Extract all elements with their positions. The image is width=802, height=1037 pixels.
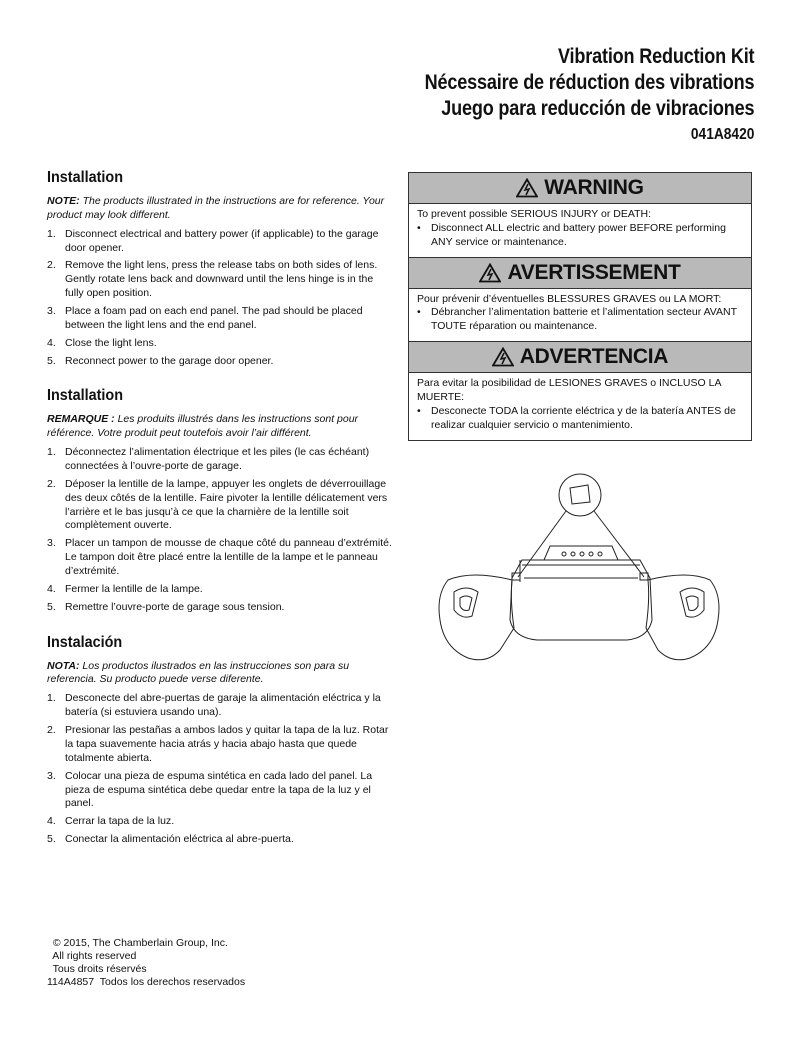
rights-fr xyxy=(47,963,245,976)
step-text: Déposer la lentille de la lampe, appuyer les onglets de déverrouillage des deux côtés de la lentille. Faire pivoter la lentille délicatement vers l’arrière et le bas jusqu’à ce que la charnière de la lentille soit complètement ouverte. xyxy=(65,477,388,532)
list-item: 3. Placer un tampon de mousse de chaque côté du panneau d’extrémité. Le tampon doit être placé entre la lentille de la lampe et le panneau d’extrémité. xyxy=(47,537,392,578)
title-spanish: Juego para reducción de vibraciones xyxy=(440,97,754,120)
warning-body-spanish xyxy=(409,373,751,439)
copyright-text: © 2015, The Chamberlain Group, Inc. xyxy=(52,937,228,949)
step-text: Disconnect electrical and battery power (if applicable) to the garage door opener. xyxy=(65,227,379,254)
title-block xyxy=(424,44,754,146)
section-french xyxy=(47,386,392,614)
rights-es-text: Todos los derechos reservados xyxy=(99,976,246,988)
warning-triangle-icon xyxy=(516,178,538,198)
list-item: 4. Close the light lens. xyxy=(47,337,392,351)
warning-intro: To prevent possible SERIOUS INJURY or DEATH: xyxy=(417,208,651,220)
steps-list xyxy=(47,446,392,614)
section-heading: Instalación xyxy=(47,633,123,651)
list-item: 4. Cerrar la tapa de la luz. xyxy=(47,815,392,829)
note-text: Los productos ilustrados en las instrucciones son para su referencia. Su producto puede verse diferente. xyxy=(47,659,350,686)
list-item: 3. Place a foam pad on each end panel. The pad should be placed between the light lens and the end panel. xyxy=(47,305,392,333)
warning-title: ADVERTENCIA xyxy=(519,345,669,369)
note xyxy=(47,413,392,441)
steps-list xyxy=(47,228,392,369)
step-text: Reconnect power to the garage door opener. xyxy=(65,354,274,367)
note-text: The products illustrated in the instructions are for reference. Your product may look different. xyxy=(47,195,385,221)
callout-circle xyxy=(559,474,601,516)
list-item: 2. Déposer la lentille de la lampe, appuyer les onglets de déverrouillage des deux côtés de la lentille. Faire pivoter la lentille délicatement vers l’arrière et le bas jusqu’à ce que la charnière de la lentille soit complètement ouverte. xyxy=(47,478,392,533)
list-item: 5. Remettre l’ouvre-porte de garage sous tension. xyxy=(47,601,392,615)
warning-bullet-text: Desconecte TODA la corriente eléctrica y de la batería ANTES de realizar cualquier servicio o mantenimiento. xyxy=(431,404,736,431)
step-text: Desconecte del abre-puertas de garaje la alimentación eléctrica y la batería (si estuviera usando una). xyxy=(65,692,381,719)
list-item: 2. Remove the light lens, press the release tabs on both sides of lens. Gently rotate lens back and downward until the lens hinge is in the fully open position. xyxy=(47,259,392,301)
warning-header-french xyxy=(409,258,751,289)
warning-header-english xyxy=(409,173,751,204)
section-heading: Installation xyxy=(47,169,124,186)
light-lens-right xyxy=(646,575,719,660)
doc-number: 114A4857 xyxy=(47,976,95,988)
part-number: 041A8420 xyxy=(690,126,754,143)
warning-triangle-icon xyxy=(479,263,501,283)
list-item: 1. Desconecte del abre-puertas de garaje la alimentación eléctrica y la batería (si estuviera usando una). xyxy=(47,692,392,720)
step-text: Fermer la lentille de la lampe. xyxy=(65,582,203,595)
warning-bullet: • Disconnect ALL electric and battery power BEFORE performing ANY service or maintenance. xyxy=(417,222,743,250)
steps-list xyxy=(47,692,392,847)
note-label: NOTA: xyxy=(47,659,80,672)
list-item: 5. Conectar la alimentación eléctrica al abre-puerta. xyxy=(47,833,392,847)
warning-bullet: • Débrancher l’alimentation batterie et l’alimentation secteur AVANT TOUTE réparation ou maintenance. xyxy=(417,306,743,334)
list-item: 1. Déconnectez l’alimentation électrique et les piles (le cas échéant) connectées à l’ouvre-porte de garage. xyxy=(47,446,392,474)
step-text: Déconnectez l’alimentation électrique et les piles (le cas échéant) connectées à l’ouvre-porte de garage. xyxy=(65,446,370,473)
section-english xyxy=(47,168,392,368)
note xyxy=(47,660,392,688)
step-text: Conectar la alimentación eléctrica al abre-puerta. xyxy=(65,833,294,846)
note-label: REMARQUE : xyxy=(47,413,115,426)
title-english: Vibration Reduction Kit xyxy=(557,45,754,68)
rights-en xyxy=(47,950,245,963)
opener-illustration xyxy=(432,470,722,675)
list-item: 4. Fermer la lentille de la lampe. xyxy=(47,583,392,597)
step-text: Close the light lens. xyxy=(65,336,157,349)
section-heading: Installation xyxy=(47,387,124,405)
warning-bullet: • Desconecte TODA la corriente eléctrica y de la batería ANTES de realizar cualquier servicio o mantenimiento. xyxy=(417,405,743,433)
step-text: Place a foam pad on each end panel. The pad should be placed between the light lens and the end panel. xyxy=(65,305,363,331)
rights-fr-text: Tous droits réservés xyxy=(52,963,147,975)
section-spanish xyxy=(47,633,392,847)
warning-body-french xyxy=(409,289,751,342)
list-item: 3. Colocar una pieza de espuma sintética en cada lado del panel. La pieza de espuma sintética debe quedar entre la tapa de la luz y el panel. xyxy=(47,770,392,812)
list-item: 5. Reconnect power to the garage door opener. xyxy=(47,355,392,369)
step-text: Colocar una pieza de espuma sintética en cada lado del panel. La pieza de espuma sintética debe quedar entre la tapa de la luz y el panel. xyxy=(65,769,373,810)
warning-body-english xyxy=(409,204,751,257)
list-item: 1. Disconnect electrical and battery power (if applicable) to the garage door opener. xyxy=(47,228,392,256)
warning-intro: Para evitar la posibilidad de LESIONES GRAVES o INCLUSO LA MUERTE: xyxy=(417,377,721,404)
title-french: Nécessaire de réduction des vibrations xyxy=(424,71,754,94)
footer xyxy=(47,937,245,989)
note xyxy=(47,195,392,223)
doc-line xyxy=(47,976,245,989)
step-text: Placer un tampon de mousse de chaque côté du panneau d’extrémité. Le tampon doit être placé entre la lentille de la lampe et le panneau d’extrémité. xyxy=(65,537,392,578)
note-label: NOTE: xyxy=(47,195,80,207)
warning-title: AVERTISSEMENT xyxy=(507,260,681,284)
step-text: Presionar las pestañas a ambos lados y quitar la tapa de la luz. Rotar la tapa suavemente hacia atrás y hacia abajo hasta que quede totalmente abierta. xyxy=(65,724,389,764)
warning-intro: Pour prévenir d’éventuelles BLESSURES GRAVES ou LA MORT: xyxy=(417,292,722,305)
warning-title: WARNING xyxy=(544,176,644,200)
opener-body xyxy=(510,560,652,640)
foam-pad-detail xyxy=(570,485,590,504)
warning-triangle-icon xyxy=(492,347,514,367)
note-text: Les produits illustrés dans les instructions sont pour référence. Votre produit peut toutefois avoir l’air différent. xyxy=(47,413,359,440)
list-item: 2. Presionar las pestañas a ambos lados y quitar la tapa de la luz. Rotar la tapa suavemente hacia atrás y hacia abajo hasta que quede totalmente abierta. xyxy=(47,724,392,766)
instructions-column xyxy=(47,168,392,865)
step-text: Remettre l’ouvre-porte de garage sous tension. xyxy=(65,600,285,613)
step-text: Cerrar la tapa de la luz. xyxy=(65,815,175,828)
rights-en-text: All rights reserved xyxy=(52,950,137,962)
warning-box xyxy=(408,172,752,441)
warning-header-spanish xyxy=(409,342,751,373)
warning-bullet-text: Débrancher l’alimentation batterie et l’alimentation secteur AVANT TOUTE réparation ou maintenance. xyxy=(431,306,737,333)
copyright xyxy=(47,937,245,950)
step-text: Remove the light lens, press the release tabs on both sides of lens. Gently rotate lens back and downward until the lens hinge is in the fully open position. xyxy=(65,259,378,300)
warning-bullet-text: Disconnect ALL electric and battery power BEFORE performing ANY service or maintenance. xyxy=(431,221,726,248)
light-lens-left xyxy=(439,575,514,660)
